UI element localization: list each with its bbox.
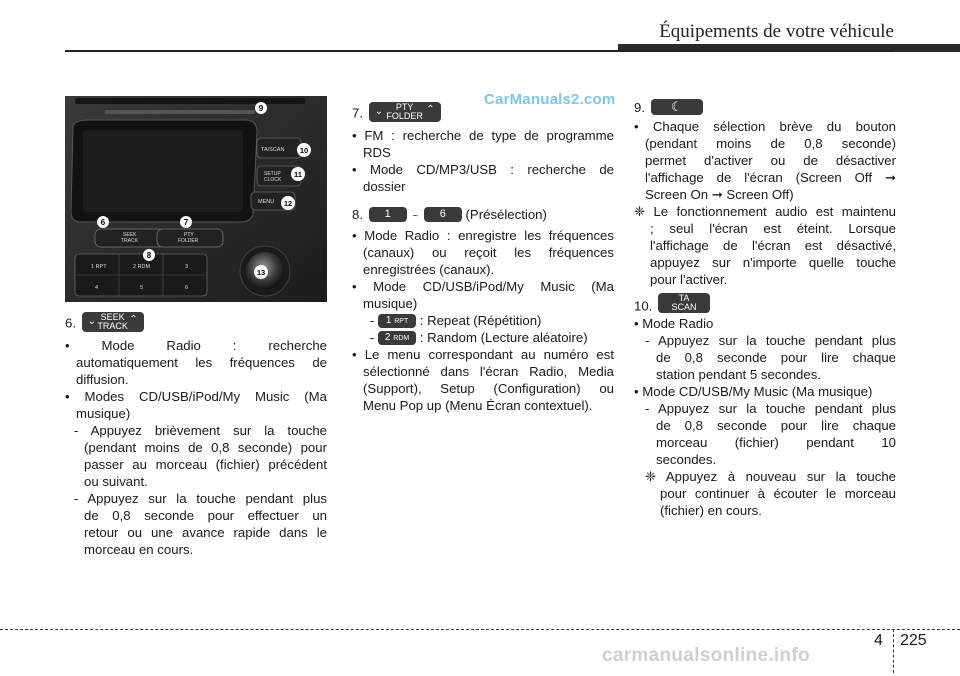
seek-label: SEEK bbox=[123, 232, 137, 238]
footer-dashed-rule bbox=[0, 629, 960, 630]
col3-line: permet d'activer ou de désactiver bbox=[645, 153, 896, 168]
setup-label: SETUP bbox=[264, 171, 281, 177]
preset-5-label: 5 bbox=[140, 285, 144, 291]
watermark-carmanuals: CarManuals2.com bbox=[484, 91, 616, 108]
chevron-up-icon: ⌃ bbox=[129, 314, 138, 325]
col3-line: • Mode Radio bbox=[634, 316, 714, 331]
item-9-heading bbox=[634, 100, 703, 117]
col2-line: (canaux) ou reçoit les fréquences bbox=[363, 245, 614, 260]
ta-scan-label: TA/SCAN bbox=[261, 147, 285, 153]
preset-3-label: 3 bbox=[185, 264, 189, 270]
col1-line: - Appuyez brièvement sur la touche bbox=[74, 423, 327, 438]
col1-line: morceau en cours. bbox=[84, 542, 194, 557]
col2-line: RDS bbox=[363, 145, 391, 160]
col3-note: ❈ Le fonctionnement audio est maintenu bbox=[634, 204, 896, 219]
callout-13 bbox=[254, 265, 268, 279]
col3-line: Screen On ➞ Screen Off) bbox=[645, 187, 794, 202]
screen-off-button bbox=[651, 99, 703, 115]
crescent-icon: ☾ bbox=[670, 98, 683, 114]
col1-line: passer au morceau (fichier) précédent bbox=[84, 457, 327, 472]
col1-line: retour ou une avance rapide dans le bbox=[84, 525, 327, 540]
col2-line: • Mode CD/MP3/USB : recherche de bbox=[352, 162, 614, 177]
col2-line: Menu Pop up (Menu Écran contextuel). bbox=[363, 398, 593, 413]
callout-6 bbox=[97, 216, 109, 228]
item-6-number: 6. bbox=[65, 315, 76, 331]
col2-line: • FM : recherche de type de programme bbox=[352, 128, 614, 143]
svg-text:9: 9 bbox=[258, 104, 264, 113]
preset-6-label: 6 bbox=[185, 285, 189, 291]
chapter-number: 4 bbox=[874, 632, 883, 649]
col1-line: musique) bbox=[76, 406, 131, 421]
col3-line: de 0,8 seconde pour lire chaque bbox=[656, 418, 896, 433]
svg-text:8: 8 bbox=[146, 251, 152, 260]
col3-line: • Mode CD/USB/My Music (Ma musique) bbox=[634, 384, 873, 399]
preset-1-label: 1 RPT bbox=[91, 264, 107, 270]
callout-8 bbox=[143, 249, 155, 261]
callout-7 bbox=[180, 216, 192, 228]
col3-note: pour continuer à écouter le morceau bbox=[660, 486, 896, 501]
col2-line: • Mode Radio : enregistre les fréquences bbox=[352, 228, 614, 243]
pty-label: PTY bbox=[184, 232, 194, 238]
col3-note: l'affichage de l'écran est désactivé, bbox=[650, 238, 896, 253]
callout-9 bbox=[255, 102, 267, 114]
head-unit-illustration bbox=[65, 96, 327, 302]
svg-text:10: 10 bbox=[299, 146, 309, 155]
col2-line: dossier bbox=[363, 179, 406, 194]
col3-line: morceau (fichier) pendant 10 bbox=[656, 435, 896, 450]
callout-10 bbox=[297, 143, 311, 157]
col1-line: (pendant moins de 0,8 seconde) pour bbox=[84, 440, 327, 455]
col3-line: station pendant 5 secondes. bbox=[656, 367, 821, 382]
pty-folder-button: ⌄ PTY FOLDER ⌃ bbox=[369, 102, 441, 122]
col3-note: pour l'activer. bbox=[650, 272, 728, 287]
col2-line: • Mode CD/USB/iPod/My Music (Ma bbox=[352, 279, 614, 294]
col1-line: • Modes CD/USB/iPod/My Music (Ma bbox=[65, 389, 327, 404]
preset-2-label: 2 RDM bbox=[133, 264, 151, 270]
item-10-heading bbox=[634, 293, 710, 317]
col3-line: l'affichage de l'écran (Screen Off ➞ bbox=[645, 170, 896, 185]
col3-line: de 0,8 seconde pour lire chaque bbox=[656, 350, 896, 365]
svg-text:7: 7 bbox=[183, 218, 189, 227]
chevron-down-icon: ⌄ bbox=[374, 106, 384, 117]
col2-line: sélectionné dans l'écran Radio, Media bbox=[363, 364, 614, 379]
ta-scan-button: TA SCAN bbox=[658, 293, 710, 313]
col2-line: (Support), Setup (Configuration) ou bbox=[363, 381, 614, 396]
footer-page-separator bbox=[893, 629, 894, 673]
item-6-heading bbox=[65, 314, 144, 334]
col2-line: • Le menu correspondant au numéro est bbox=[352, 347, 614, 362]
chevron-down-icon: ⌄ bbox=[87, 316, 97, 327]
watermark-carmanualsonline: carmanualsonline.info bbox=[602, 645, 810, 666]
header-rule bbox=[65, 50, 894, 52]
svg-text:6: 6 bbox=[100, 218, 106, 227]
col1-line: • Mode Radio : recherche bbox=[65, 338, 327, 353]
page-number: 225 bbox=[900, 632, 927, 649]
col3-line: - Appuyez sur la touche pendant plus bbox=[645, 333, 896, 348]
item-7-number: 7. bbox=[352, 105, 363, 121]
clock-label: CLOCK bbox=[264, 177, 282, 183]
random-line: - 2 RDM : Random (Lecture aléatoire) bbox=[370, 330, 588, 345]
col3-note: ❈ Appuyez à nouveau sur la touche bbox=[645, 469, 896, 484]
svg-text:13: 13 bbox=[256, 268, 266, 277]
rdm-button: 2 RDM bbox=[378, 331, 416, 345]
preset-4-label: 4 bbox=[95, 285, 99, 291]
item-10-number: 10. bbox=[634, 298, 653, 314]
col2-line: enregistrées (canaux). bbox=[363, 262, 495, 277]
page-header-title: Équipements de votre véhicule bbox=[659, 21, 894, 42]
col2-line: musique) bbox=[363, 296, 418, 311]
folder-label: FOLDER bbox=[178, 238, 199, 244]
svg-text:12: 12 bbox=[283, 199, 293, 208]
menu-label: MENU bbox=[258, 199, 275, 205]
preset-1-button: 1 bbox=[369, 207, 407, 222]
track-label: TRACK bbox=[121, 238, 138, 244]
preset-6-button: 6 bbox=[424, 207, 462, 222]
col1-line: ou suivant. bbox=[84, 474, 148, 489]
chevron-up-icon: ⌃ bbox=[426, 104, 435, 115]
col1-line: automatiquement les fréquences de bbox=[76, 355, 327, 370]
col3-line: - Appuyez sur la touche pendant plus bbox=[645, 401, 896, 416]
seek-track-button: ⌄ SEEK TRACK ⌃ bbox=[82, 312, 144, 332]
svg-text:11: 11 bbox=[294, 170, 302, 179]
col3-line: (pendant moins de 0,8 seconde) bbox=[645, 136, 896, 151]
item-7-heading bbox=[352, 104, 441, 124]
col3-line: secondes. bbox=[656, 452, 717, 467]
head-unit-figure bbox=[65, 96, 327, 302]
col1-line: diffusion. bbox=[76, 372, 129, 387]
callout-11 bbox=[291, 167, 305, 181]
item-8-number: 8. bbox=[352, 207, 363, 222]
item-9-number: 9. bbox=[634, 100, 645, 115]
col3-line: • Chaque sélection brève du bouton bbox=[634, 119, 896, 134]
col3-note: appuyez sur n'importe quelle touche bbox=[650, 255, 896, 270]
item-8-suffix: (Présélection) bbox=[465, 207, 547, 222]
col1-line: - Appuyez sur la touche pendant plus bbox=[74, 491, 327, 506]
item-8-heading bbox=[352, 207, 547, 226]
col1-line: de 0,8 seconde pour effectuer un bbox=[84, 508, 327, 523]
repeat-line: - 1 RPT : Repeat (Répétition) bbox=[370, 313, 542, 328]
rpt-button: 1 RPT bbox=[378, 314, 416, 328]
col3-note: (fichier) en cours. bbox=[660, 503, 762, 518]
callout-12 bbox=[281, 196, 295, 210]
range-tilde: ~ bbox=[412, 211, 419, 222]
col3-note: ; seul l'écran est éteint. Lorsque bbox=[650, 221, 896, 236]
